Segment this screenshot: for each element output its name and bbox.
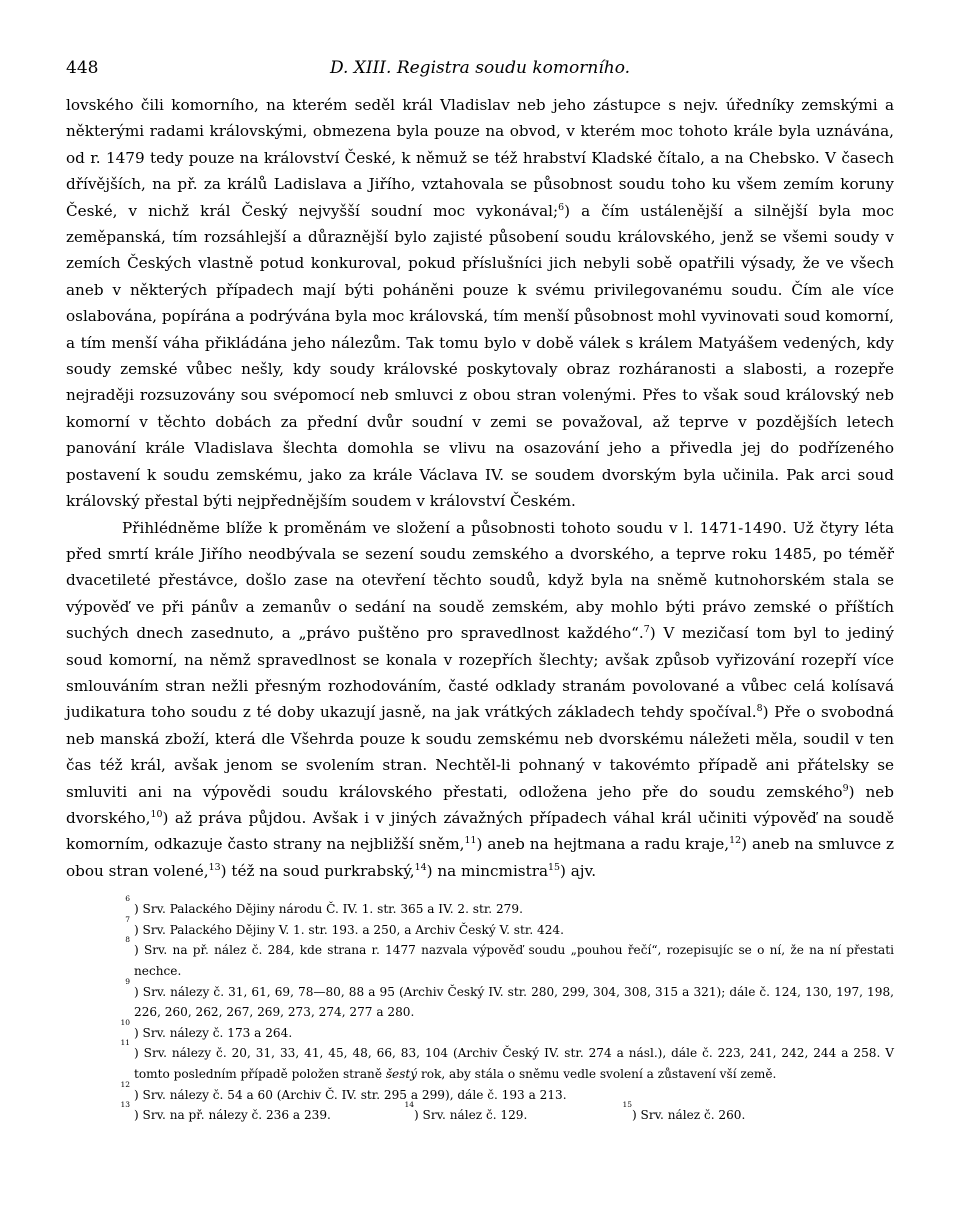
page-header [66,50,894,86]
footnote: 9 ) Srv. nálezy č. 31, 61, 69, 78—80, 88 a 95 (Archiv Český IV. str. 280, 299, 304, 308, 315 a 321); dále č. 124, 130, 197, 198, 226, 260, 262, 267, 269, 273, 274, 277 a 280. [125,976,894,1020]
footnote-ref: 7 [643,624,650,636]
paragraph: lovského čili komorního, na kterém seděl král Vladislav neb jeho zástupce s nejv. úředníky zemskými a některými radami královskými, obmezena byla pouze na obvod, v kterém moc tohoto krále byla uznávána, od r. 1479 tedy pouze na království České, k němuž se též hrabství Kladské čítalo, a na Chebsko. V časech dřívějších, na př. za králů Ladislava a Jiřího, vztahovala se působnost soudu toho ku všem zemím koruny České, v nichž král Český nejvyšší soudní moc vykonával;$^6$) a čím ustálenější a silnější byla moc zeměpanská, tím rozsáhlejší a důraznější bylo zajisté působení soudu královského, jenž se všemi soudy v zemích Českých vlastně potud konkuroval, pokud příslušníci jich nebyli sobě opatřili výsady, že ve všech aneb v některých případech mají býti poháněni pouze k svému privilegovanému soudu. Čím ale více oslabována, popírána a podrývána byla moc královská, tím menší působnost mohl vyvinovati soud komorní, a tím menší váha přikládána jeho nálezům. Tak tomu bylo v době válek s králem Matyášem vedených, kdy soudy zemské vůbec nešly, kdy soudy královské poskytovaly obraz rozháranosti a slabosti, a rozepře nejraději rozsuzovány sou svépomocí neb smluvci z obou stran volenými. Přes to však soud královský neb komorní v těchto dobách za přední dvůr soudní v zemi se považoval, až teprve v pozdějších letech panování krále Vladislava šlechta domohla se vlivu na osazování jeho a přivedla jej do podřízeného postavení k soudu zemskému, jako za krále Václava IV. se soudem dvorským byla učinila. Pak arci soud královský přestal býti nejpřednějším soudem v království Českém. [66,96,894,511]
footnote: 14 ) Srv. nález č. 129. [404,1100,528,1123]
page [66,50,894,1126]
footnote: 6 ) Srv. Palackého Dějiny národu Č. IV. 1. str. 365 a IV. 2. str. 279. [125,894,523,917]
main-text [66,92,894,884]
footnote-ref: 14 [414,861,427,873]
footnote-ref: 13 [208,861,221,873]
footnote: 7 ) Srv. Palackého Dějiny V. 1. str. 193. a 250, a Archiv Český V. str. 424. [125,914,564,937]
page-number: 448 [66,58,99,78]
footnote: 10 ) Srv. nálezy č. 173 a 264. [120,1017,293,1040]
footnote: 11 ) Srv. nálezy č. 20, 31, 33, 41, 45, 48, 66, 83, 104 (Archiv Český IV. str. 274 a násl.), dále č. 223, 241, 242, 244 a 258. V tomto posledním případě položen straně šestý rok, aby stála o sněmu vedle svolení a zůstavení vší země. [120,1038,894,1081]
footnote: 12 ) Srv. nálezy č. 54 a 60 (Archiv Č. IV. str. 295 a 299), dále č. 193 a 213. [120,1079,567,1102]
footnote-ref: 6 [558,201,565,213]
footnote-row [108,1100,894,1126]
footnote-ref: 8 [756,703,763,715]
footnote-emphasis: šestý [385,1066,418,1081]
running-title: D. XIII. Registra soudu komorního. [329,58,631,78]
paragraph: Přihlédněme blíže k proměnám ve složení a působnosti tohoto soudu v l. 1471-1490. Už čtyry léta před smrtí krále Jiřího neodbývala se sezení soudu zemského a dvorského, a teprve roku 1485, po téměř dvacetileté přestávce, došlo zase na otevření těchto soudů, když byla na sněmě kutnohorském stala se výpověď ve při pánův a zemanův o sedání na soudě zemském, aby mohlo býti právo zemské o příštích suchých dnech zasednuto, a „právo puštěno pro spravedlnost každého“.$^7$) V mezičasí tom byl to jediný soud komorní, na němž spravedlnost se konala v rozepřích šlechty; avšak způsob vyřizování rozepří více smlouváním stran nežli přesným rozhodováním, časté odklady stranám povolované a vůbec celá kolísavá judikatura toho soudu z té doby ukazují jasně, na jak vrátkých základech tehdy spočíval.$^8$) Pře o svobodná neb manská zboží, která dle Všehrda pouze k soudu zemskému neb dvorskému náležeti měla, soudil v ten čas též král, avšak jenom se svolením stran. Nechtěl-li pohnaný v takovémto případě ani přátelsky se smluviti ani na výpovědi soudu královského přestati, odložena jeho pře do soudu zemského$^9$) neb dvorského,$^{10}$) až práva půjdou. Avšak i v jiných závažných případech váhal král učiniti výpověď na soudě komorním, odkazuje často strany na nejbližší sněm,$^{11}$) aneb na hejtmana a radu kraje,$^{12}$) aneb na smluvce z obou stran volené,$^{13}$) též na soud purkrabský,$^{14}$) na mincmistra$^{15}$) ajv. [66,518,895,880]
footnote-ref: 10 [150,808,163,820]
footnote-ref: 12 [729,835,742,847]
footnote: 8 ) Srv. na př. nález č. 284, kde strana r. 1477 nazvala výpověď soudu „pouhou řečí“, rozepisujíc se o ní, že na ní přestati nechce. [125,935,894,978]
footnote-ref: 11 [464,835,477,847]
footnotes [108,894,894,1126]
footnote-ref: 9 [842,782,849,794]
footnote-ref: 15 [548,861,560,873]
footnote: 13 ) Srv. na př. nálezy č. 236 a 239. [120,1100,331,1123]
footnote: 15 ) Srv. nález č. 260. [622,1100,746,1123]
